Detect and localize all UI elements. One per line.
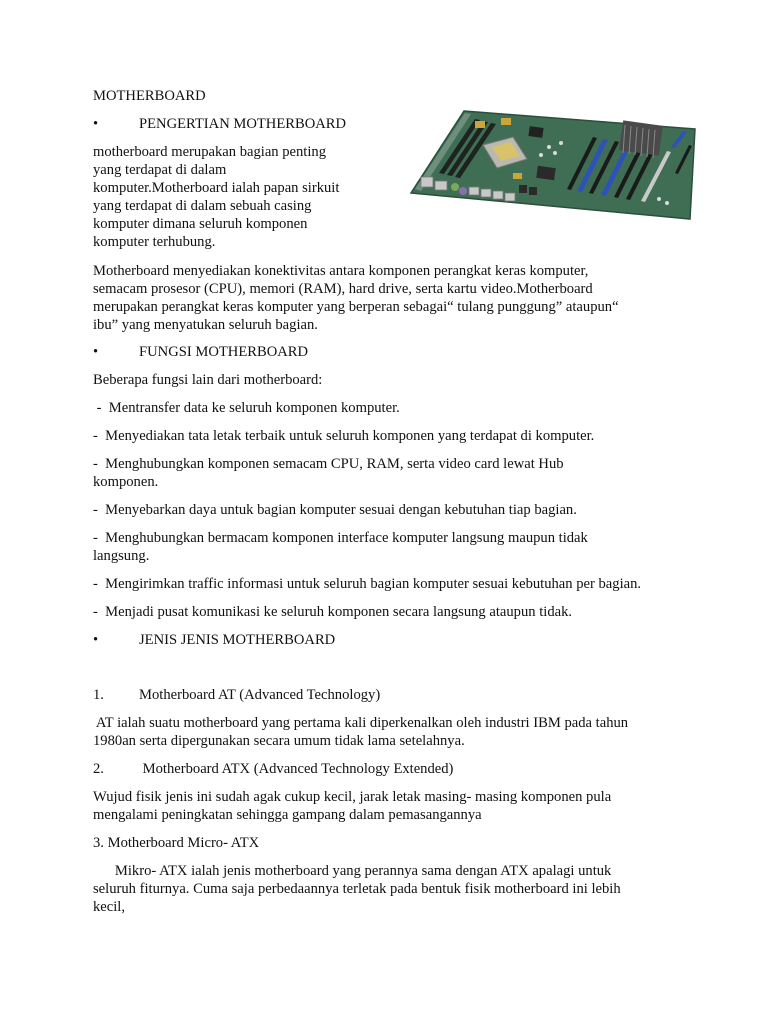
motherboard-photo	[409, 107, 699, 221]
text-line: yang terdapat di dalam	[93, 162, 227, 178]
text-line: mengalami peningkatan sehingga gampang dalam pemasangannya	[93, 807, 482, 823]
section-heading-jenis	[93, 631, 393, 649]
text-line: motherboard merupakan bagian penting	[93, 144, 327, 160]
type-title: Motherboard ATX (Advanced Technology Extended)	[139, 761, 454, 777]
text-line: semacam prosesor (CPU), memori (RAM), hard drive, serta kartu video.Motherboard	[93, 281, 593, 297]
type-description	[93, 862, 621, 916]
text-line: komputer.Motherboard ialah papan sirkuit	[93, 180, 340, 196]
text-line: - Menghubungkan komponen semacam CPU, RAM, serta video card lewat Hub	[93, 456, 564, 472]
function-item	[93, 427, 594, 445]
function-item	[93, 399, 400, 417]
list-number: 2.	[93, 761, 104, 777]
text-line: - Menyediakan tata letak terbaik untuk seluruh komponen yang terdapat di komputer.	[93, 428, 595, 444]
bullet: •	[93, 344, 99, 360]
text-line: komputer dimana seluruh komponen	[93, 216, 308, 232]
text-line: - Menjadi pusat komunikasi ke seluruh komponen secara langsung ataupun tidak.	[93, 604, 573, 620]
type-description	[93, 714, 628, 750]
text-line: - Menghubungkan bermacam komponen interface komputer langsung maupun tidak	[93, 530, 588, 546]
type-heading-micro-atx: 3. Motherboard Micro- ATX	[93, 835, 260, 851]
bullet: •	[93, 632, 99, 648]
text-line: Wujud fisik jenis ini sudah agak cukup kecil, jarak letak masing- masing komponen pula	[93, 789, 612, 805]
text-line: seluruh fiturnya. Cuma saja perbedaannya terletak pada bentuk fisik motherboard ini lebih	[93, 881, 621, 897]
type-description	[93, 788, 611, 824]
type-heading-atx	[93, 760, 533, 778]
text-line: AT ialah suatu motherboard yang pertama kali diperkenalkan oleh industri IBM pada tahun	[93, 715, 629, 731]
text-line: ibu” yang menyatukan seluruh bagian.	[93, 317, 318, 333]
section-heading-text: FUNGSI MOTHERBOARD	[139, 344, 309, 360]
text-line: Motherboard menyediakan konektivitas antara komponen perangkat keras komputer,	[93, 263, 589, 279]
text-line: - Mentransfer data ke seluruh komponen komputer.	[93, 400, 400, 416]
function-item	[93, 575, 641, 593]
text-line: langsung.	[93, 548, 150, 564]
text-line: komputer terhubung.	[93, 234, 216, 250]
connectivity-paragraph	[93, 262, 619, 334]
section-heading-text: PENGERTIAN MOTHERBOARD	[139, 116, 347, 132]
bullet: •	[93, 116, 99, 132]
text-line: komponen.	[93, 474, 159, 490]
text-line: kecil,	[93, 899, 126, 915]
text-line: Mikro- ATX ialah jenis motherboard yang perannya sama dengan ATX apalagi untuk	[93, 863, 612, 879]
section-heading-pengertian	[93, 115, 393, 133]
text-line: - Menyebarkan daya untuk bagian komputer sesuai dengan kebutuhan tiap bagian.	[93, 502, 577, 518]
text-line: yang terdapat di dalam sebuah casing	[93, 198, 312, 214]
list-number: 1.	[93, 687, 104, 703]
document-title: MOTHERBOARD	[93, 88, 206, 104]
text-line: - Mengirimkan traffic informasi untuk seluruh bagian komputer sesuai kebutuhan per bagian.	[93, 576, 642, 592]
function-item	[93, 455, 564, 491]
function-item	[93, 529, 588, 565]
type-title: Motherboard AT (Advanced Technology)	[139, 687, 381, 703]
type-heading-at	[93, 686, 493, 704]
functions-intro: Beberapa fungsi lain dari motherboard:	[93, 372, 323, 388]
section-heading-fungsi	[93, 343, 393, 361]
function-item	[93, 501, 577, 519]
text-line: merupakan perangkat keras komputer yang berperan sebagai“ tulang punggung” ataupun“	[93, 299, 619, 315]
text-line: 1980an serta dipergunakan secara umum tidak lama setelahnya.	[93, 733, 465, 749]
section-heading-text: JENIS JENIS MOTHERBOARD	[139, 632, 336, 648]
definition-paragraph	[93, 143, 339, 251]
function-item	[93, 603, 572, 621]
